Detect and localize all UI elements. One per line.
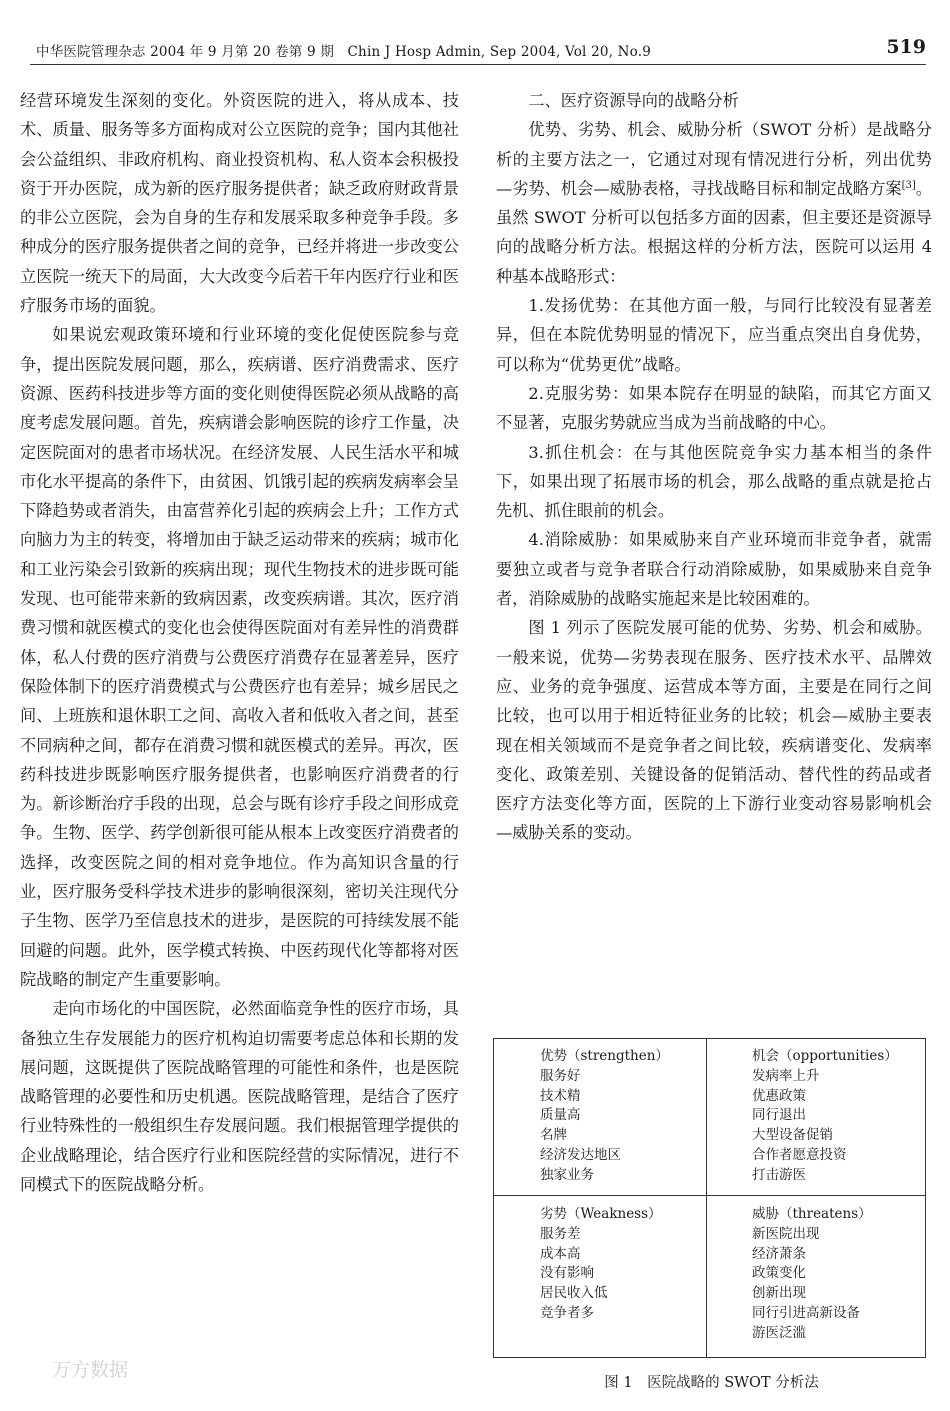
strategy-item: 4.消除威胁：如果威胁来自产业环境而非竞争者，就需要独立或者与竞争者联合行动消除威胁，如果威胁来自竞争者，消除威胁的战略实施起来是比较困难的。 — [496, 530, 932, 609]
quadrant-title: 机会（opportunities） — [752, 1048, 898, 1064]
paragraph: 如果说宏观政策环境和行业环境的变化促使医院参与竞争，提出医院发展问题，那么，疾病谱、医疗消费需求、医疗资源、医药科技进步等方面的变化则使得医院必须从战略的高度考虑发展问题。首先，疾病谱会影响医院的诊疗工作量，决定医院面对的患者市场状况。在经济发展、人民生活水平和城市化水平提高的条件下，由贫困、饥饿引起的疾病发病率会呈下降趋势或者消失，由富营养化引起的疾病会上升；工作方式向脑力为主的转变，将增加由于缺乏运动带来的疾病；城市化和工业污染会引致新的疾病出现；现代生物技术的进步既可能发现、也可能带来新的致病因素，改变疾病谱。其次，医疗消费习惯和就医模式的变化也会使得医院面对有差异性的消费群体，私人付费的医疗消费与公费医疗消费存在显著差异，医疗保险体制下的医疗消费模式与公费医疗也有差异；城乡居民之间、上班族和退休职工之间、高收入者和低收入者之间，甚至不同病种之间，都存在消费习惯和就医模式的差异。再次，医药科技进步既影响医疗服务提供者，也影响医疗消费者的行为。新诊断治疗手段的出现，总会与既有诊疗手段之间形成竞争。生物、医学、药学创新很可能从根本上改变医疗消费者的选择，改变医院之间的相对竞争地位。作为高知识含量的行业，医疗服务受科学技术进步的影响很深刻，密切关注现代分子生物、医学乃至信息技术的进步，是医院的可持续发展不能回避的问题。此外，医学模式转换、中医药现代化等都将对医院战略的制定产生重要影响。 — [20, 325, 459, 989]
threats-quadrant — [752, 1205, 942, 1344]
quadrant-item: 独家业务 — [540, 1166, 594, 1183]
quadrant-item: 没有影响 — [540, 1265, 594, 1282]
paragraph — [496, 115, 932, 291]
quadrant-item: 名牌 — [540, 1127, 567, 1144]
quadrant-item: 大型设备促销 — [752, 1127, 833, 1144]
citation-ref: [3] — [901, 179, 916, 191]
opportunities-quadrant — [752, 1047, 942, 1186]
paragraph: 经营环境发生深刻的变化。外资医院的进入，将从成本、技术、质量、服务等多方面构成对公立医院的竞争；国内其他社会公益组织、非政府机构、商业投资机构、私人资本会积极投资于开办医院，成为新的医疗服务提供者；缺乏政府财政背景的非公立医院，会为自身的生存和发展采取多种竞争手段。多种成分的医疗服务提供者之间的竞争，已经并将进一步改变公立医院一统天下的局面，大大改变今后若干年内医疗行业和医疗服务市场的面貌。 — [20, 91, 459, 316]
weaknesses-quadrant — [540, 1205, 730, 1324]
quadrant-item: 竞争者多 — [540, 1304, 594, 1321]
swot-figure — [493, 1038, 926, 1358]
right-column — [496, 86, 932, 848]
figure-divider-horizontal — [494, 1195, 925, 1196]
strategy-item: 2.克服劣势：如果本院存在明显的缺陷，而其它方面又不显著，克服劣势就应当成为当前战略的中心。 — [496, 383, 932, 433]
quadrant-item: 新医院出现 — [752, 1225, 820, 1242]
page-header — [30, 0, 926, 68]
figure-caption: 图 1 医院战略的 SWOT 分析法 — [604, 1375, 819, 1391]
strengths-quadrant — [540, 1047, 730, 1186]
quadrant-item: 经济萧条 — [752, 1245, 806, 1262]
quadrant-item: 创新出现 — [752, 1285, 806, 1302]
strategy-item: 1.发扬优势：在其他方面一般，与同行比较没有显著差异，但在本院优势明显的情况下，应当重点突出自身优势，可以称为“优势更优”战略。 — [496, 296, 932, 374]
quadrant-title: 威胁（threatens） — [752, 1206, 872, 1222]
journal-name-en: Chin J Hosp Admin, Sep 2004, Vol 20, No.9 — [347, 44, 652, 60]
quadrant-item: 同行退出 — [752, 1107, 806, 1124]
paragraph: 图 1 列示了医院发展可能的优势、劣势、机会和威胁。一般来说，优势—劣势表现在服务、医疗技术水平、品牌效应、业务的竞争强度、运营成本等方面，主要是在同行之间比较，也可以用于相近特征业务的比较；机会—威胁主要表现在相关领域而不是竞争者之间比较，疾病谱变化、发病率变化、政策差别、关键设备的促销活动、替代性的药品或者医疗方法变化等方面，医院的上下游行业变动容易影响机会—威胁关系的变动。 — [496, 618, 932, 843]
watermark: 万方数据 — [52, 1359, 129, 1381]
quadrant-item: 发病率上升 — [752, 1067, 820, 1084]
quadrant-item: 游医泛滥 — [752, 1324, 806, 1341]
quadrant-item: 同行引进高新设备 — [752, 1304, 860, 1321]
quadrant-item: 优惠政策 — [752, 1087, 806, 1104]
page-number: 519 — [886, 36, 926, 58]
quadrant-item: 技术精 — [540, 1087, 581, 1104]
quadrant-item: 打击游医 — [752, 1166, 806, 1183]
quadrant-item: 居民收入低 — [540, 1285, 608, 1302]
quadrant-title: 劣势（Weakness） — [540, 1206, 662, 1222]
quadrant-item: 服务好 — [540, 1067, 581, 1084]
section-heading: 二、医疗资源导向的战略分析 — [528, 91, 739, 110]
header-rule — [30, 64, 926, 65]
journal-name-cn: 中华医院管理杂志 2004 年 9 月第 20 卷第 9 期 — [36, 44, 335, 60]
quadrant-item: 经济发达地区 — [540, 1146, 621, 1163]
quadrant-item: 政策变化 — [752, 1265, 806, 1282]
quadrant-item: 质量高 — [540, 1107, 581, 1124]
paragraph-text: 。虽然 SWOT 分析可以包括多方面的因素，但主要还是资源导向的战略分析方法。根据这样的分析方法，医院可以运用 4 种基本战略形式： — [496, 178, 933, 286]
quadrant-item: 成本高 — [540, 1245, 581, 1262]
paragraph: 走向市场化的中国医院，必然面临竞争性的医疗市场，具备独立生存发展能力的医疗机构迫切需要考虑总体和长期的发展问题，这既提供了医院战略管理的可能性和条件，也是医院战略管理的必要性和历史机遇。医院战略管理，是结合了医疗行业特殊性的一般组织生存发展问题。我们根据管理学提供的企业战略理论，结合医疗行业和医院经营的实际情况，进行不同模式下的医院战略分析。 — [20, 999, 459, 1194]
quadrant-item: 服务差 — [540, 1225, 581, 1242]
strategy-item: 3.抓住机会：在与其他医院竞争实力基本相当的条件下，如果出现了拓展市场的机会，那么战略的重点就是抢占先机、抓住眼前的机会。 — [496, 442, 932, 521]
paragraph-text: 优势、劣势、机会、威胁分析（SWOT 分析）是战略分析的主要方法之一，它通过对现有情况进行分析，列出优势—劣势、机会—威胁表格，寻找战略目标和制定战略方案 — [496, 120, 932, 198]
quadrant-item: 合作者愿意投资 — [752, 1146, 847, 1163]
left-column — [20, 86, 459, 1199]
journal-citation — [36, 40, 651, 60]
quadrant-title: 优势（strengthen） — [540, 1048, 669, 1064]
